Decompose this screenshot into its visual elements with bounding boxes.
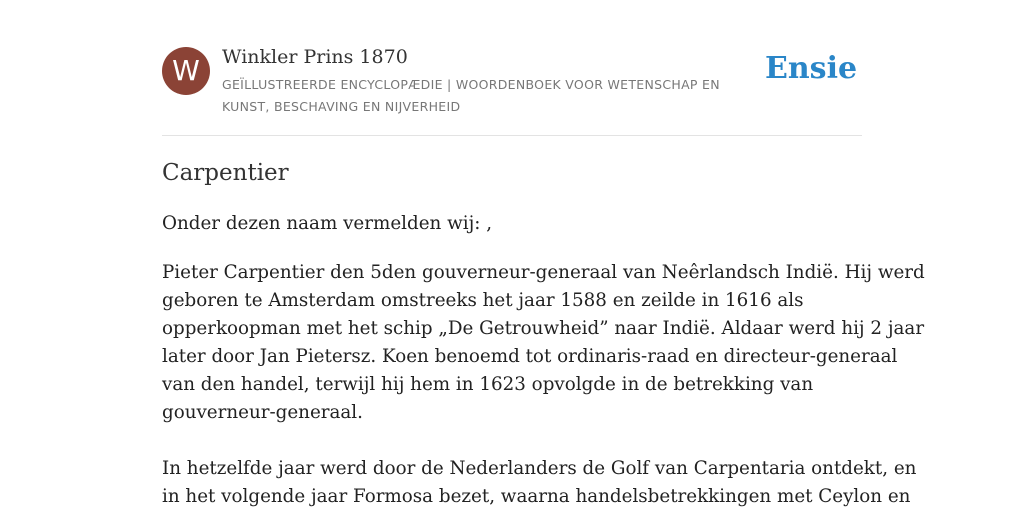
header-divider	[162, 135, 862, 136]
source-subtitle: GEÏLLUSTREERDE ENCYCLOPÆDIE | WOORDENBOEK VOOR WETENSCHAP EN KUNST, BESCHAVING EN NIJVERHEID	[222, 77, 720, 114]
paragraph-line: van den handel, terwijl hij hem in 1623 opvolgde in de betrekking van	[162, 374, 814, 395]
article-paragraph-2	[162, 455, 917, 511]
source-avatar[interactable]: W	[162, 47, 210, 95]
ensie-logo[interactable]: Ensie	[765, 51, 858, 86]
paragraph-line: In hetzelfde jaar werd door de Nederlanders de Golf van Carpentaria ontdekt, en	[162, 458, 917, 479]
article-title: Carpentier	[162, 160, 289, 186]
article-intro: Onder dezen naam vermelden wij: ,	[162, 213, 493, 234]
article-paragraph-1	[162, 259, 925, 427]
paragraph-line: gouverneur-generaal.	[162, 402, 363, 423]
source-title[interactable]: Winkler Prins 1870	[222, 46, 408, 68]
paragraph-line: opperkoopman met het schip „De Getrouwheid” naar Indië. Aldaar werd hij 2 jaar	[162, 318, 925, 339]
paragraph-line: geboren te Amsterdam omstreeks het jaar 1588 en zeilde in 1616 als	[162, 290, 804, 311]
paragraph-line: later door Jan Pietersz. Koen benoemd tot ordinaris-raad en directeur-generaal	[162, 346, 898, 367]
paragraph-line: Pieter Carpentier den 5den gouverneur-generaal van Neêrlandsch Indië. Hij werd	[162, 262, 925, 283]
paragraph-line: in het volgende jaar Formosa bezet, waarna handelsbetrekkingen met Ceylon en	[162, 486, 911, 507]
